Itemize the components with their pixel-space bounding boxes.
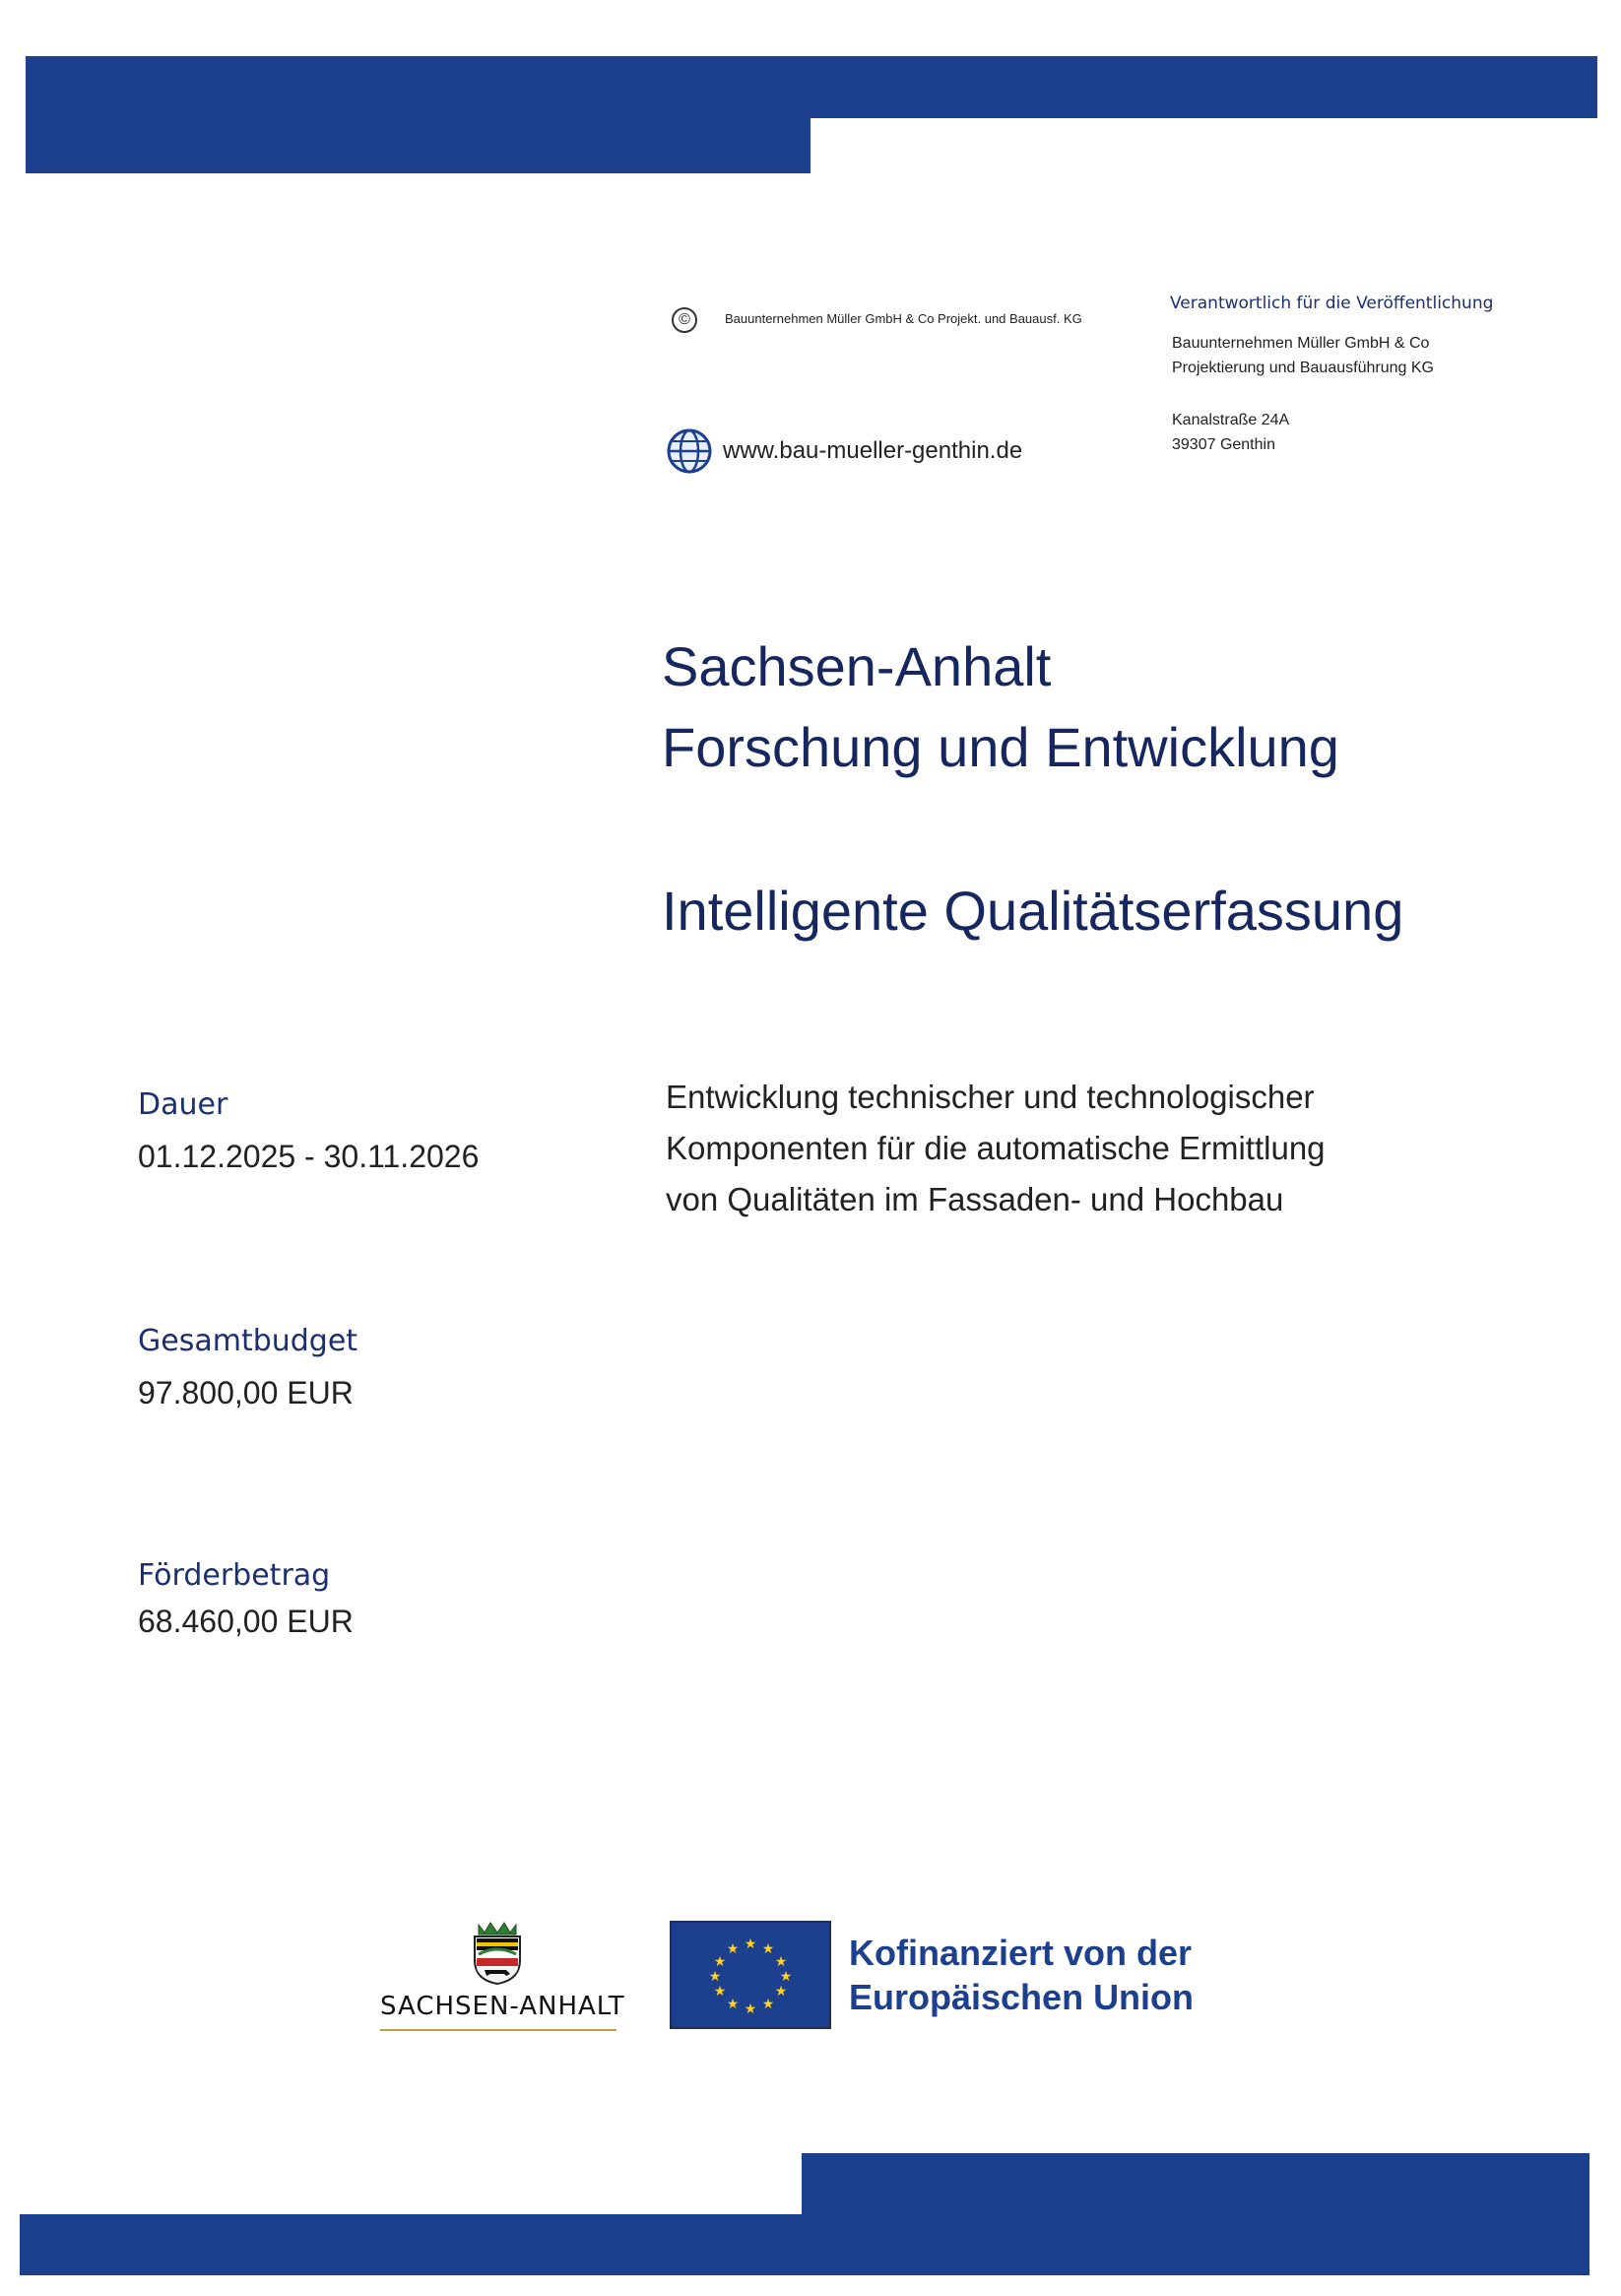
svg-text:★: ★: [726, 1940, 740, 1956]
company-line-2: Projektierung und Bauausführung KG: [1172, 360, 1434, 376]
top-band-extension: [26, 118, 810, 173]
address-street: Kanalstraße 24A: [1172, 412, 1290, 428]
svg-text:★: ★: [713, 1983, 727, 1999]
responsible-heading: Verantwortlich für die Veröffentlichung: [1170, 294, 1494, 313]
address-city: 39307 Genthin: [1172, 436, 1275, 453]
state-underline: [380, 2029, 616, 2031]
company-line-1: Bauunternehmen Müller GmbH & Co: [1172, 335, 1430, 352]
eu-cofinanced-text: [849, 1931, 1194, 2019]
funding-label: Förderbetrag: [138, 1558, 331, 1593]
bottom-band: [20, 2214, 1589, 2275]
copyright-text: Bauunternehmen Müller GmbH & Co Projekt. und Bauausf. KG: [725, 311, 1082, 326]
svg-text:★: ★: [744, 1935, 757, 1951]
svg-text:★: ★: [779, 1968, 793, 1984]
company-name: [1172, 331, 1434, 380]
svg-text:★: ★: [761, 1996, 775, 2011]
page-title: [662, 626, 1339, 788]
title-line-1: Sachsen-Anhalt: [662, 635, 1052, 697]
budget-label: Gesamtbudget: [138, 1324, 358, 1358]
eu-text-line-2: Europäischen Union: [849, 1977, 1195, 2017]
funding-value: 68.460,00 EUR: [138, 1604, 354, 1639]
svg-text:★: ★: [744, 2001, 757, 2016]
bottom-band-extension: [802, 2153, 1589, 2214]
svg-text:★: ★: [726, 1996, 740, 2011]
svg-text:★: ★: [708, 1968, 722, 1984]
website-link[interactable]: www.bau-mueller-genthin.de: [723, 437, 1023, 464]
description-line-2: Komponenten für die automatische Ermittlung: [666, 1130, 1326, 1166]
globe-icon: [666, 427, 713, 475]
state-name: SACHSEN-ANHALT: [380, 1992, 625, 2021]
svg-text:★: ★: [713, 1953, 727, 1969]
svg-text:★: ★: [761, 1940, 775, 1956]
description-line-1: Entwicklung technischer und technologischer: [666, 1079, 1315, 1115]
svg-text:★: ★: [774, 1953, 788, 1969]
description-line-3: von Qualitäten im Fassaden- und Hochbau: [666, 1181, 1284, 1217]
top-band: [26, 56, 1597, 118]
coat-of-arms-icon: [469, 1921, 526, 1986]
title-line-2: Forschung und Entwicklung: [662, 716, 1339, 778]
budget-value: 97.800,00 EUR: [138, 1375, 354, 1410]
eu-text-line-1: Kofinanziert von der: [849, 1933, 1193, 1973]
eu-flag-icon: [670, 1921, 831, 2029]
duration-label: Dauer: [138, 1087, 228, 1122]
svg-text:★: ★: [774, 1983, 788, 1999]
project-description: [666, 1072, 1326, 1225]
company-address: [1172, 408, 1289, 457]
project-title: Intelligente Qualitätserfassung: [662, 880, 1404, 942]
duration-value: 01.12.2025 - 30.11.2026: [138, 1139, 480, 1174]
copyright-icon: ©: [672, 307, 697, 333]
